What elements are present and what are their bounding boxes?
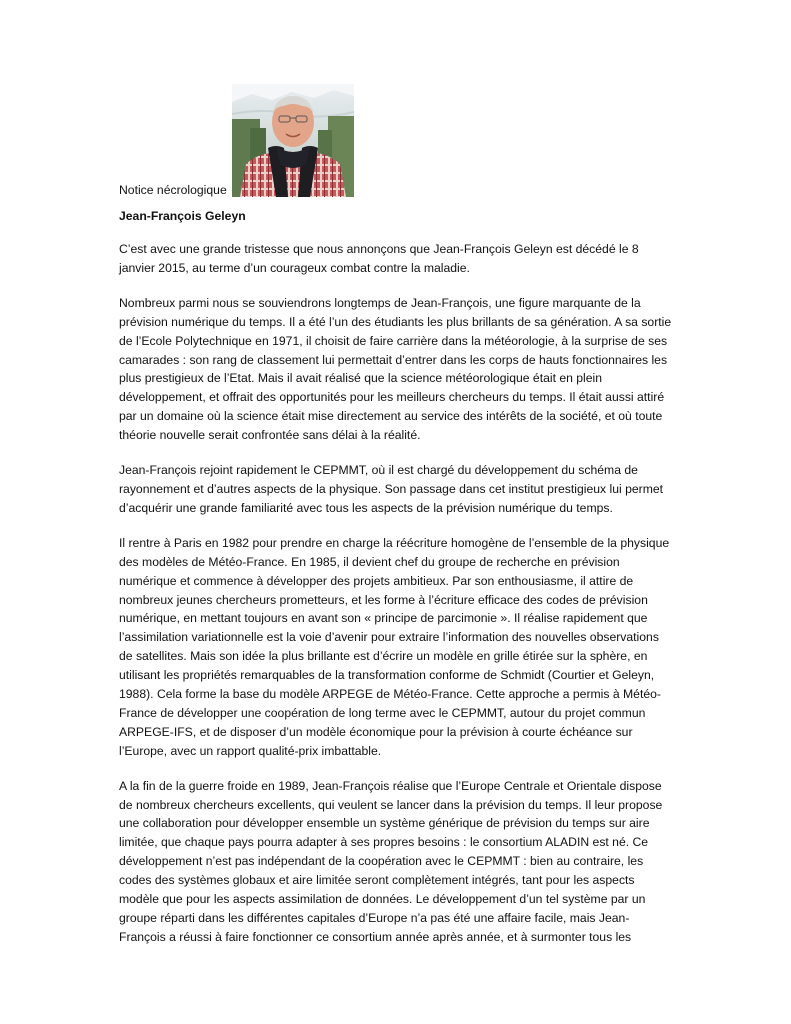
document-page: [119, 84, 675, 963]
paragraph-1: C’est avec une grande tristesse que nous annonçons que Jean-François Geleyn est décédé le 8 janvier 2015, au terme d’un courageux combat contre la maladie.: [119, 242, 639, 275]
document-title: Jean-François Geleyn: [119, 209, 246, 223]
paragraph-5: A la fin de la guerre froide en 1989, Jean-François réalise que l’Europe Centrale et Orientale dispose de nombreux chercheurs excellents, qui veulent se lancer dans la prévision du temps. Il leur propose une collaboration pour développer ensemble un système générique de prévision du temps sur aire limitée, que chaque pays pourra adapter à ses propres besoins : le consortium ALADIN est né. Ce développement n’est pas indépendant de la coopération avec le CEPMMT : bien au contraire, les codes des systèmes globaux et aire limitée seront complètement intégrés, tant pour les aspects modèle que pour les aspects assimilation de données. Le développement d’un tel système par un groupe réparti dans les différentes capitales d’Europe n’a pas été une affaire facile, mais Jean-François a réussi à faire fonctionner ce consortium année après année, et à surmonter tous les: [119, 778, 663, 944]
portrait-photo: [232, 84, 354, 197]
paragraph-4: Il rentre à Paris en 1982 pour prendre en charge la réécriture homogène de l’ensemble de la physique des modèles de Météo-France. En 1985, il devient chef du groupe de recherche en prévision numérique et commence à développer des projets ambitieux. Par son enthousiasme, il attire de nombreux jeunes chercheurs prometteurs, et les forme à l’écriture efficace des codes de prévision numérique, en mettant toujours en avant son « principe de parcimonie ». Il réalise rapidement que l’assimilation variationnelle est la voie d’avenir pour extraire l’information des nouvelles observations de satellites. Mais son idée la plus brillante est d’écrire un modèle en grille étirée sur la sphère, en utilisant les propriétés remarquables de la transformation conforme de Schmidt (Courtier et Geleyn, 1988). Cela forme la base du modèle ARPEGE de Météo-France. Cette approche a permis à Météo-France de développer une coopération de long terme avec le CEPMMT, autour du projet commun ARPEGE-IFS, et de disposer d’un modèle économique pour la prévision à courte échéance sur l’Europe, avec un rapport qualité-prix imbattable.: [119, 535, 670, 758]
paragraph-2: Nombreux parmi nous se souviendrons longtemps de Jean-François, une figure marquante de la prévision numérique du temps. Il a été l’un des étudiants les plus brillants de sa génération. A sa sortie de l’Ecole Polytechnique en 1971, il choisit de faire carrière dans la météorologie, à la surprise de ses camarades : son rang de classement lui permettait d’entrer dans les corps de hauts fonctionnaires les plus prestigieux de l’Etat. Mais il avait réalisé que la science météorologique était en plein développement, et offrait des opportunités pour les meilleurs chercheurs du temps. Il était aussi attiré par un domaine où la science était mise directement au service des intérêts de la société, et où toute théorie nouvelle serait confrontée sans délai à la réalité.: [119, 295, 672, 443]
document-label: Notice nécrologique: [119, 183, 227, 197]
header-line: [119, 84, 675, 198]
paragraph-3: Jean-François rejoint rapidement le CEPMMT, où il est chargé du développement du schéma de rayonnement et d’autres aspects de la physique. Son passage dans cet institut prestigieux lui permet d’acquérir une grande familiarité avec tous les aspects de la prévision numérique du temps.: [119, 463, 664, 515]
portrait-photo-icon: [232, 84, 354, 197]
